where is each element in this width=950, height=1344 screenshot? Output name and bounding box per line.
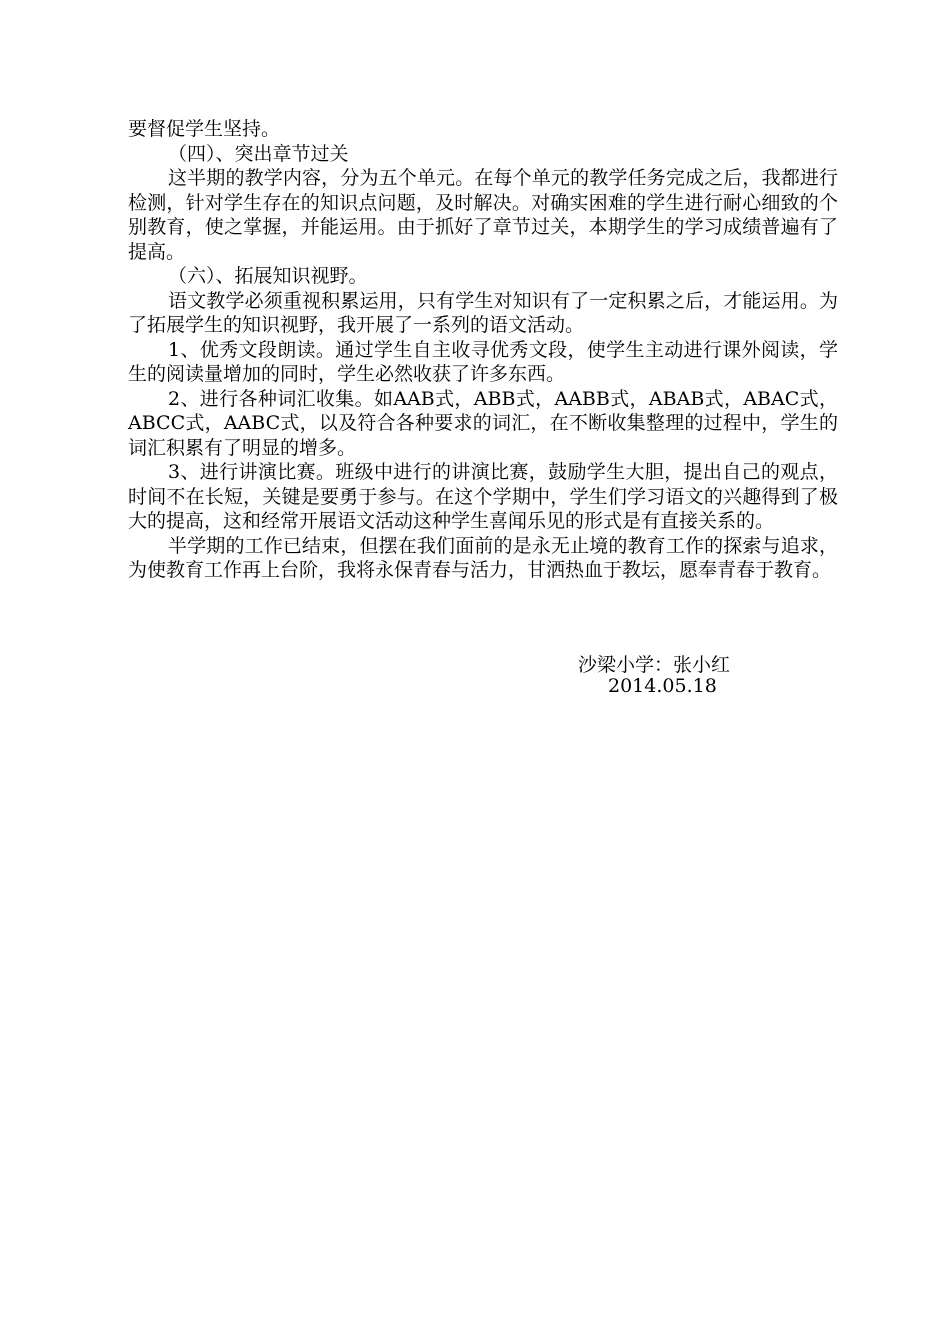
paragraph-item-vocabulary: 2、进行各种词汇收集。如AAB式，ABB式，AABB式，ABAB式，ABAC式，ABCC式，AABC式，以及符合各种要求的词汇，在不断收集整理的过程中，学生的词汇积累有了明显的增多。 [128, 387, 838, 459]
section-heading-four: （四）、突出章节过关 [168, 142, 349, 165]
document-body [128, 117, 838, 583]
section-heading-six: （六）、拓展知识视野。 [168, 265, 368, 287]
paragraph-continuation: 要督促学生坚持。 [128, 118, 281, 140]
paragraph-item-reading: 1、优秀文段朗读。通过学生自主收寻优秀文段，使学生主动进行课外阅读，学生的阅读量增加的同时，学生必然收获了许多东西。 [128, 338, 838, 385]
paragraph-conclusion: 半学期的工作已结束，但摆在我们面前的是永无止境的教育工作的探索与追求，为使教育工作再上台阶，我将永保青春与活力，甘洒热血于教坛，愿奉青春于教育。 [128, 534, 838, 581]
signature-date: 2014.05.18 [608, 675, 717, 697]
paragraph-item-speech-contest: 3、进行讲演比赛。班级中进行的讲演比赛，鼓励学生大胆，提出自己的观点，时间不在长短，关键是要勇于参与。在这个学期中，学生们学习语文的兴趣得到了极大的提高，这和经常开展语文活动这种学生喜闻乐见的形式是有直接关系的。 [128, 461, 838, 532]
paragraph-chapter-checks: 这半期的教学内容，分为五个单元。在每个单元的教学任务完成之后，我都进行检测，针对学生存在的知识点问题，及时解决。对确实困难的学生进行耐心细致的个别教育，使之掌握，并能运用。由于抓好了章节过关，本期学生的学习成绩普遍有了提高。 [128, 167, 838, 263]
signature-school-author: 沙梁小学：张小红 [578, 654, 731, 676]
paragraph-accumulation: 语文教学必须重视积累运用，只有学生对知识有了一定积累之后，才能运用。为了拓展学生的知识视野，我开展了一系列的语文活动。 [128, 289, 838, 336]
